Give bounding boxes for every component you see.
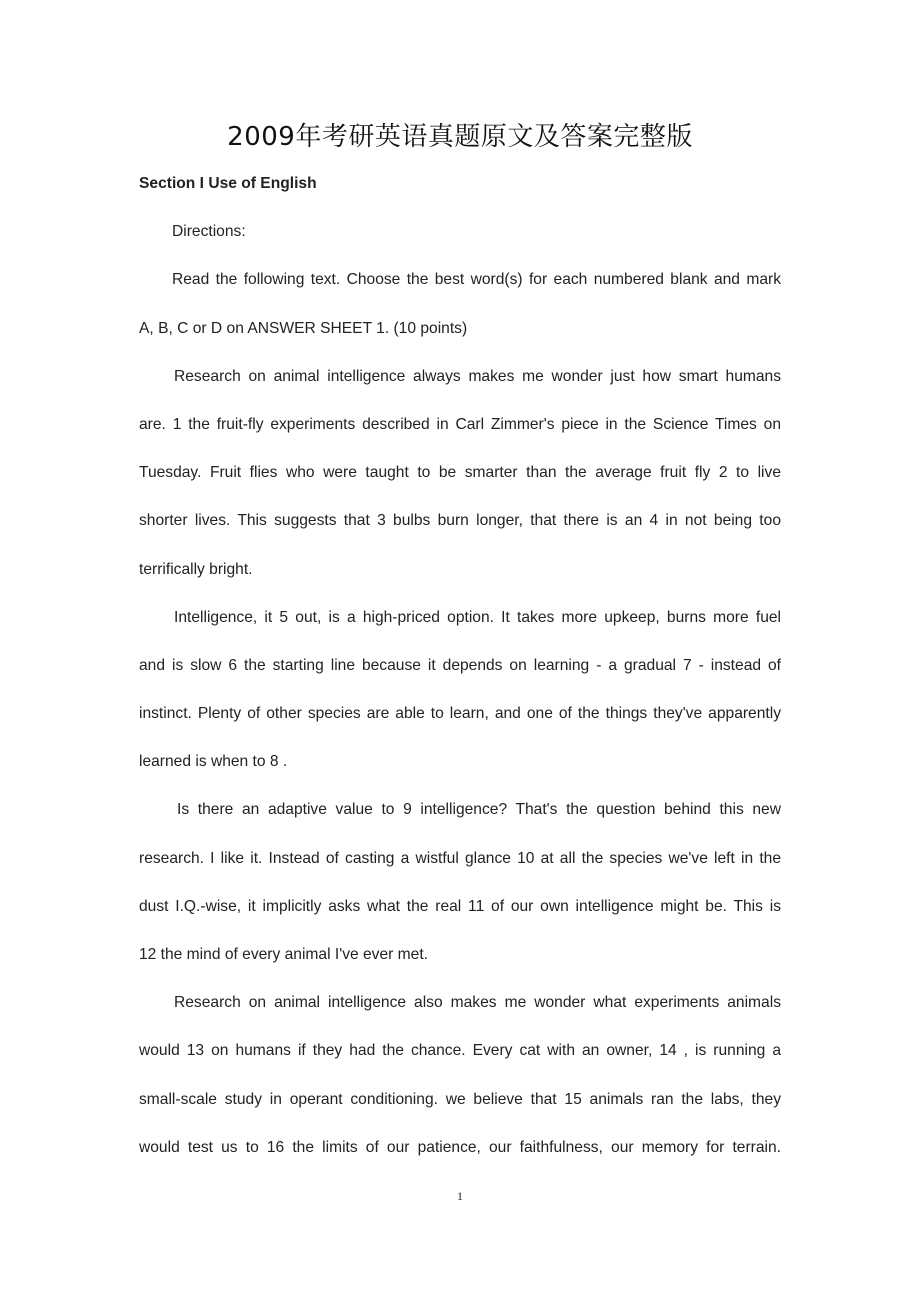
text-line: are. 1 the fruit-fly experiments described in Carl Zimmer's piece in the Science Times on [139, 415, 781, 433]
text-line: Tuesday. Fruit flies who were taught to be smarter than the average fruit fly 2 to live [139, 464, 781, 482]
text-line: learned is when to 8 . [139, 753, 288, 771]
text-line: research. I like it. Instead of casting a wistful glance 10 at all the species we've left in the [139, 849, 781, 867]
text-line: and is slow 6 the starting line because it depends on learning - a gradual 7 - instead of [139, 656, 781, 674]
text-line: Intelligence, it 5 out, is a high-priced option. It takes more upkeep, burns more fuel [174, 608, 781, 626]
text-line: would 13 on humans if they had the chance. Every cat with an owner, 14 , is running a [139, 1042, 781, 1060]
text-line: would test us to 16 the limits of our patience, our faithfulness, our memory for terrain. [139, 1138, 781, 1156]
text-line: Research on animal intelligence also makes me wonder what experiments animals [174, 994, 781, 1012]
page-number: 1 [457, 1189, 463, 1203]
text-line: Is there an adaptive value to 9 intelligence? That's the question behind this new [177, 801, 781, 819]
text-line: A, B, C or D on ANSWER SHEET 1. (10 points) [139, 319, 468, 337]
text-line: shorter lives. This suggests that 3 bulbs burn longer, that there is an 4 in not being too [139, 512, 781, 530]
text-line: Directions: [172, 223, 246, 241]
text-line: terrifically bright. [139, 560, 253, 578]
text-line: 12 the mind of every animal I've ever met. [139, 946, 428, 963]
text-line: instinct. Plenty of other species are able to learn, and one of the things they've apparently [139, 705, 781, 723]
text-line: Research on animal intelligence always makes me wonder just how smart humans [174, 367, 781, 385]
section-heading: Section I Use of English [139, 175, 317, 192]
text-line: dust I.Q.-wise, it implicitly asks what the real 11 of our own intelligence might be. This is [139, 897, 781, 915]
body-text [139, 216, 781, 1180]
document-body [139, 168, 781, 1180]
document-title: 2009年考研英语真题原文及答案完整版 [227, 122, 693, 152]
text-line: Read the following text. Choose the best word(s) for each numbered blank and mark [172, 271, 781, 289]
text-line: small-scale study in operant conditioning. we believe that 15 animals ran the labs, they [139, 1090, 781, 1108]
